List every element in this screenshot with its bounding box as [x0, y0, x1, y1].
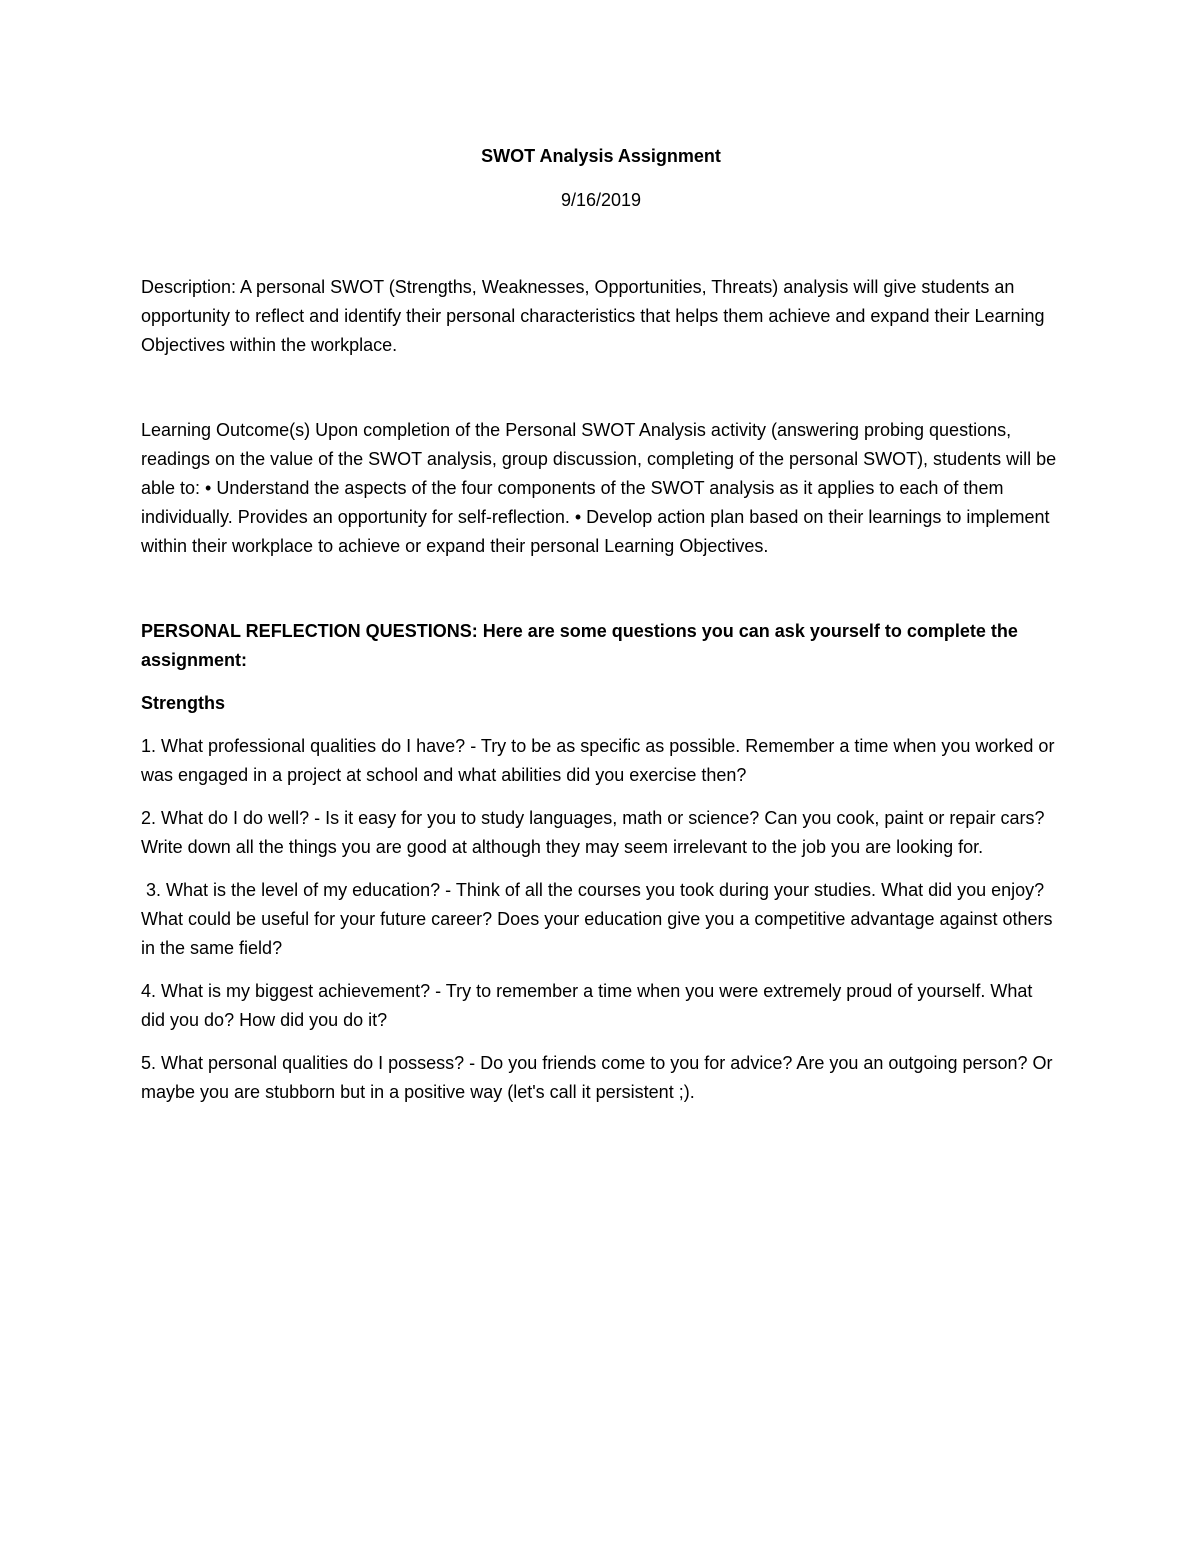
reflection-questions-heading: PERSONAL REFLECTION QUESTIONS: Here are some questions you can ask yourself to complete the assignment: — [141, 621, 1018, 670]
document-title: SWOT Analysis Assignment — [481, 146, 721, 166]
question-1: 1. What professional qualities do I have? - Try to be as specific as possible. Remember a time when you worked or was engaged in a project at school and what abilities did you exercise then? — [141, 736, 1055, 785]
document-body — [141, 142, 1061, 1107]
question-5: 5. What personal qualities do I possess? - Do you friends come to you for advice? Are you an outgoing person? Or maybe you are stubborn but in a positive way (let's call it persistent ;). — [141, 1053, 1053, 1102]
learning-outcome-paragraph: Learning Outcome(s) Upon completion of the Personal SWOT Analysis activity (answering probing questions, readings on the value of the SWOT analysis, group discussion, completing of the personal SWOT), students will be able to: • Understand the aspects of the four components of the SWOT analysis as it applies to each of them individually. Provides an opportunity for self-reflection. • Develop action plan based on their learnings to implement within their workplace to achieve or expand their personal Learning Objectives. — [141, 420, 1057, 556]
strengths-heading: Strengths — [141, 693, 226, 713]
question-3: 3. What is the level of my education? - Think of all the courses you took during your studies. What did you enjoy? What could be useful for your future career? Does your education give you a competitive advantage against others in the same field? — [141, 880, 1058, 958]
question-4: 4. What is my biggest achievement? - Try to remember a time when you were extremely proud of yourself. What did you do? How did you do it? — [141, 981, 1033, 1030]
description-paragraph: Description: A personal SWOT (Strengths, Weaknesses, Opportunities, Threats) analysis will give students an opportunity to reflect and identify their personal characteristics that helps them achieve and expand their Learning Objectives within the workplace. — [141, 277, 1045, 355]
question-2: 2. What do I do well? - Is it easy for you to study languages, math or science? Can you cook, paint or repair cars? Write down all the things you are good at although they may seem irrelevant to the job you are looking for. — [141, 808, 1045, 857]
document-date: 9/16/2019 — [560, 190, 642, 210]
